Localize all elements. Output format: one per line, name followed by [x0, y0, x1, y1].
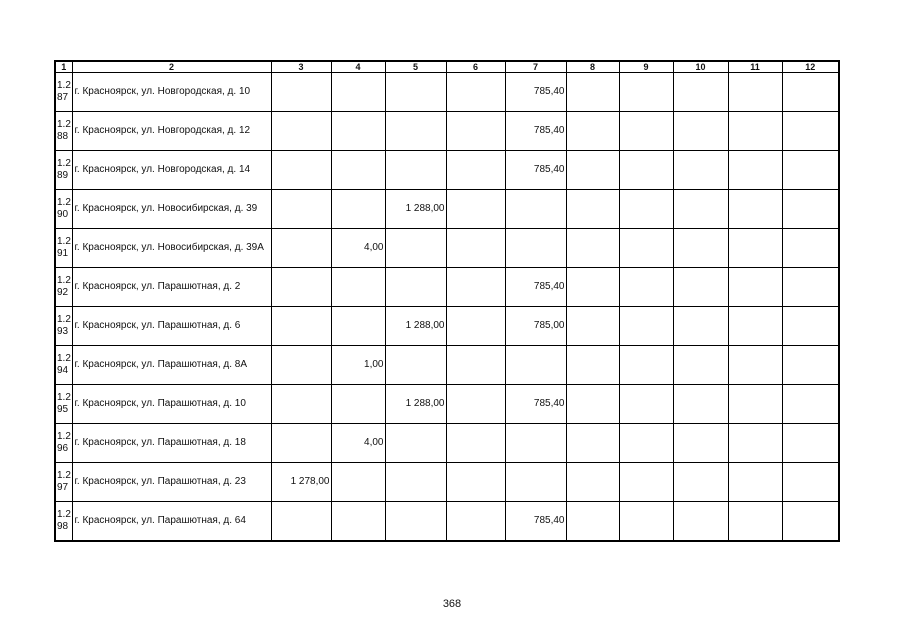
- value-cell-col-8: [566, 112, 619, 151]
- value-cell-col-12: [782, 502, 839, 542]
- value-cell-col-12: [782, 73, 839, 112]
- value-cell-col-7: 785,40: [505, 385, 566, 424]
- value-cell-col-6: [446, 463, 505, 502]
- value-cell-col-10: [673, 463, 728, 502]
- table-row: [55, 151, 839, 190]
- value-cell-col-8: [566, 424, 619, 463]
- column-header-5: 5: [385, 61, 446, 73]
- value-cell-col-12: [782, 346, 839, 385]
- value-cell-col-3: [271, 385, 331, 424]
- column-header-7: 7: [505, 61, 566, 73]
- value-cell-col-12: [782, 151, 839, 190]
- value-cell-col-12: [782, 229, 839, 268]
- row-number-cell: 1.2 93: [55, 307, 72, 346]
- value-cell-col-8: [566, 307, 619, 346]
- address-cell: г. Красноярск, ул. Парашютная, д. 23: [72, 463, 271, 502]
- value-cell-col-4: [331, 307, 385, 346]
- value-cell-col-5: [385, 502, 446, 542]
- value-cell-col-3: [271, 229, 331, 268]
- row-number-cell: 1.2 95: [55, 385, 72, 424]
- table-row: [55, 424, 839, 463]
- value-cell-col-5: [385, 346, 446, 385]
- value-cell-col-3: [271, 112, 331, 151]
- value-cell-col-9: [619, 112, 673, 151]
- value-cell-col-9: [619, 151, 673, 190]
- table-row: [55, 385, 839, 424]
- value-cell-col-7: [505, 229, 566, 268]
- row-number-cell: 1.2 87: [55, 73, 72, 112]
- value-cell-col-4: [331, 73, 385, 112]
- value-cell-col-7: [505, 424, 566, 463]
- value-cell-col-11: [728, 229, 782, 268]
- value-cell-col-4: 1,00: [331, 346, 385, 385]
- value-cell-col-6: [446, 307, 505, 346]
- value-cell-col-6: [446, 385, 505, 424]
- value-cell-col-8: [566, 151, 619, 190]
- value-cell-col-7: [505, 346, 566, 385]
- value-cell-col-11: [728, 307, 782, 346]
- table-row: [55, 73, 839, 112]
- address-cell: г. Красноярск, ул. Парашютная, д. 2: [72, 268, 271, 307]
- table-row: [55, 112, 839, 151]
- page-number: 368: [442, 598, 462, 610]
- value-cell-col-8: [566, 463, 619, 502]
- value-cell-col-3: 1 278,00: [271, 463, 331, 502]
- value-cell-col-5: 1 288,00: [385, 307, 446, 346]
- value-cell-col-11: [728, 502, 782, 542]
- table-row: [55, 229, 839, 268]
- value-cell-col-10: [673, 151, 728, 190]
- row-number-cell: 1.2 89: [55, 151, 72, 190]
- table-row: [55, 190, 839, 229]
- value-cell-col-6: [446, 424, 505, 463]
- value-cell-col-7: 785,40: [505, 73, 566, 112]
- value-cell-col-10: [673, 73, 728, 112]
- value-cell-col-5: 1 288,00: [385, 385, 446, 424]
- value-cell-col-8: [566, 73, 619, 112]
- value-cell-col-4: [331, 151, 385, 190]
- value-cell-col-3: [271, 424, 331, 463]
- value-cell-col-6: [446, 268, 505, 307]
- value-cell-col-12: [782, 112, 839, 151]
- value-cell-col-12: [782, 190, 839, 229]
- value-cell-col-11: [728, 463, 782, 502]
- table-row: [55, 502, 839, 542]
- value-cell-col-5: [385, 112, 446, 151]
- value-cell-col-11: [728, 112, 782, 151]
- address-cell: г. Красноярск, ул. Парашютная, д. 6: [72, 307, 271, 346]
- value-cell-col-12: [782, 424, 839, 463]
- value-cell-col-5: [385, 151, 446, 190]
- value-cell-col-7: [505, 190, 566, 229]
- address-cell: г. Красноярск, ул. Новгородская, д. 14: [72, 151, 271, 190]
- value-cell-col-6: [446, 190, 505, 229]
- address-cell: г. Красноярск, ул. Парашютная, д. 18: [72, 424, 271, 463]
- value-cell-col-10: [673, 268, 728, 307]
- value-cell-col-12: [782, 268, 839, 307]
- row-number-cell: 1.2 94: [55, 346, 72, 385]
- value-cell-col-10: [673, 346, 728, 385]
- value-cell-col-4: [331, 463, 385, 502]
- column-header-8: 8: [566, 61, 619, 73]
- value-cell-col-4: 4,00: [331, 229, 385, 268]
- value-cell-col-8: [566, 502, 619, 542]
- row-number-cell: 1.2 96: [55, 424, 72, 463]
- value-cell-col-10: [673, 502, 728, 542]
- value-cell-col-10: [673, 229, 728, 268]
- column-header-9: 9: [619, 61, 673, 73]
- column-header-1: 1: [55, 61, 72, 73]
- value-cell-col-8: [566, 268, 619, 307]
- row-number-cell: 1.2 88: [55, 112, 72, 151]
- value-cell-col-9: [619, 268, 673, 307]
- value-cell-col-10: [673, 307, 728, 346]
- value-cell-col-8: [566, 190, 619, 229]
- value-cell-col-8: [566, 346, 619, 385]
- value-cell-col-5: [385, 463, 446, 502]
- value-cell-col-10: [673, 424, 728, 463]
- column-header-2: 2: [72, 61, 271, 73]
- value-cell-col-6: [446, 112, 505, 151]
- value-cell-col-3: [271, 73, 331, 112]
- value-cell-col-6: [446, 502, 505, 542]
- address-cell: г. Красноярск, ул. Парашютная, д. 8А: [72, 346, 271, 385]
- value-cell-col-7: 785,40: [505, 112, 566, 151]
- address-cell: г. Красноярск, ул. Новосибирская, д. 39А: [72, 229, 271, 268]
- data-table: [54, 60, 840, 542]
- address-cell: г. Красноярск, ул. Парашютная, д. 10: [72, 385, 271, 424]
- value-cell-col-3: [271, 346, 331, 385]
- value-cell-col-3: [271, 268, 331, 307]
- value-cell-col-6: [446, 151, 505, 190]
- value-cell-col-4: [331, 502, 385, 542]
- value-cell-col-10: [673, 190, 728, 229]
- value-cell-col-3: [271, 151, 331, 190]
- value-cell-col-8: [566, 385, 619, 424]
- value-cell-col-9: [619, 463, 673, 502]
- value-cell-col-4: [331, 385, 385, 424]
- column-header-3: 3: [271, 61, 331, 73]
- value-cell-col-9: [619, 424, 673, 463]
- value-cell-col-11: [728, 151, 782, 190]
- value-cell-col-9: [619, 229, 673, 268]
- value-cell-col-11: [728, 424, 782, 463]
- value-cell-col-3: [271, 307, 331, 346]
- value-cell-col-8: [566, 229, 619, 268]
- value-cell-col-11: [728, 73, 782, 112]
- table-row: [55, 346, 839, 385]
- value-cell-col-9: [619, 502, 673, 542]
- address-cell: г. Красноярск, ул. Новосибирская, д. 39: [72, 190, 271, 229]
- value-cell-col-11: [728, 190, 782, 229]
- value-cell-col-11: [728, 268, 782, 307]
- value-cell-col-7: [505, 463, 566, 502]
- value-cell-col-4: [331, 190, 385, 229]
- value-cell-col-3: [271, 190, 331, 229]
- value-cell-col-9: [619, 73, 673, 112]
- table-body: [55, 73, 839, 542]
- address-cell: г. Красноярск, ул. Парашютная, д. 64: [72, 502, 271, 542]
- value-cell-col-5: [385, 268, 446, 307]
- value-cell-col-5: [385, 424, 446, 463]
- value-cell-col-4: [331, 268, 385, 307]
- value-cell-col-5: [385, 73, 446, 112]
- value-cell-col-10: [673, 385, 728, 424]
- value-cell-col-9: [619, 346, 673, 385]
- value-cell-col-9: [619, 307, 673, 346]
- value-cell-col-11: [728, 385, 782, 424]
- value-cell-col-4: [331, 112, 385, 151]
- value-cell-col-9: [619, 190, 673, 229]
- value-cell-col-5: 1 288,00: [385, 190, 446, 229]
- table-row: [55, 268, 839, 307]
- row-number-cell: 1.2 98: [55, 502, 72, 542]
- value-cell-col-6: [446, 229, 505, 268]
- value-cell-col-10: [673, 112, 728, 151]
- column-header-11: 11: [728, 61, 782, 73]
- value-cell-col-3: [271, 502, 331, 542]
- value-cell-col-7: 785,40: [505, 268, 566, 307]
- column-header-10: 10: [673, 61, 728, 73]
- row-number-cell: 1.2 97: [55, 463, 72, 502]
- value-cell-col-4: 4,00: [331, 424, 385, 463]
- row-number-cell: 1.2 90: [55, 190, 72, 229]
- column-header-12: 12: [782, 61, 839, 73]
- value-cell-col-7: 785,00: [505, 307, 566, 346]
- table-row: [55, 307, 839, 346]
- address-cell: г. Красноярск, ул. Новгородская, д. 12: [72, 112, 271, 151]
- value-cell-col-9: [619, 385, 673, 424]
- value-cell-col-5: [385, 229, 446, 268]
- column-header-6: 6: [446, 61, 505, 73]
- row-number-cell: 1.2 91: [55, 229, 72, 268]
- table-row: [55, 463, 839, 502]
- value-cell-col-6: [446, 346, 505, 385]
- value-cell-col-12: [782, 463, 839, 502]
- value-cell-col-6: [446, 73, 505, 112]
- row-number-cell: 1.2 92: [55, 268, 72, 307]
- value-cell-col-7: 785,40: [505, 502, 566, 542]
- value-cell-col-11: [728, 346, 782, 385]
- column-header-4: 4: [331, 61, 385, 73]
- value-cell-col-7: 785,40: [505, 151, 566, 190]
- value-cell-col-12: [782, 385, 839, 424]
- value-cell-col-12: [782, 307, 839, 346]
- address-cell: г. Красноярск, ул. Новгородская, д. 10: [72, 73, 271, 112]
- table-header-row: [55, 61, 839, 73]
